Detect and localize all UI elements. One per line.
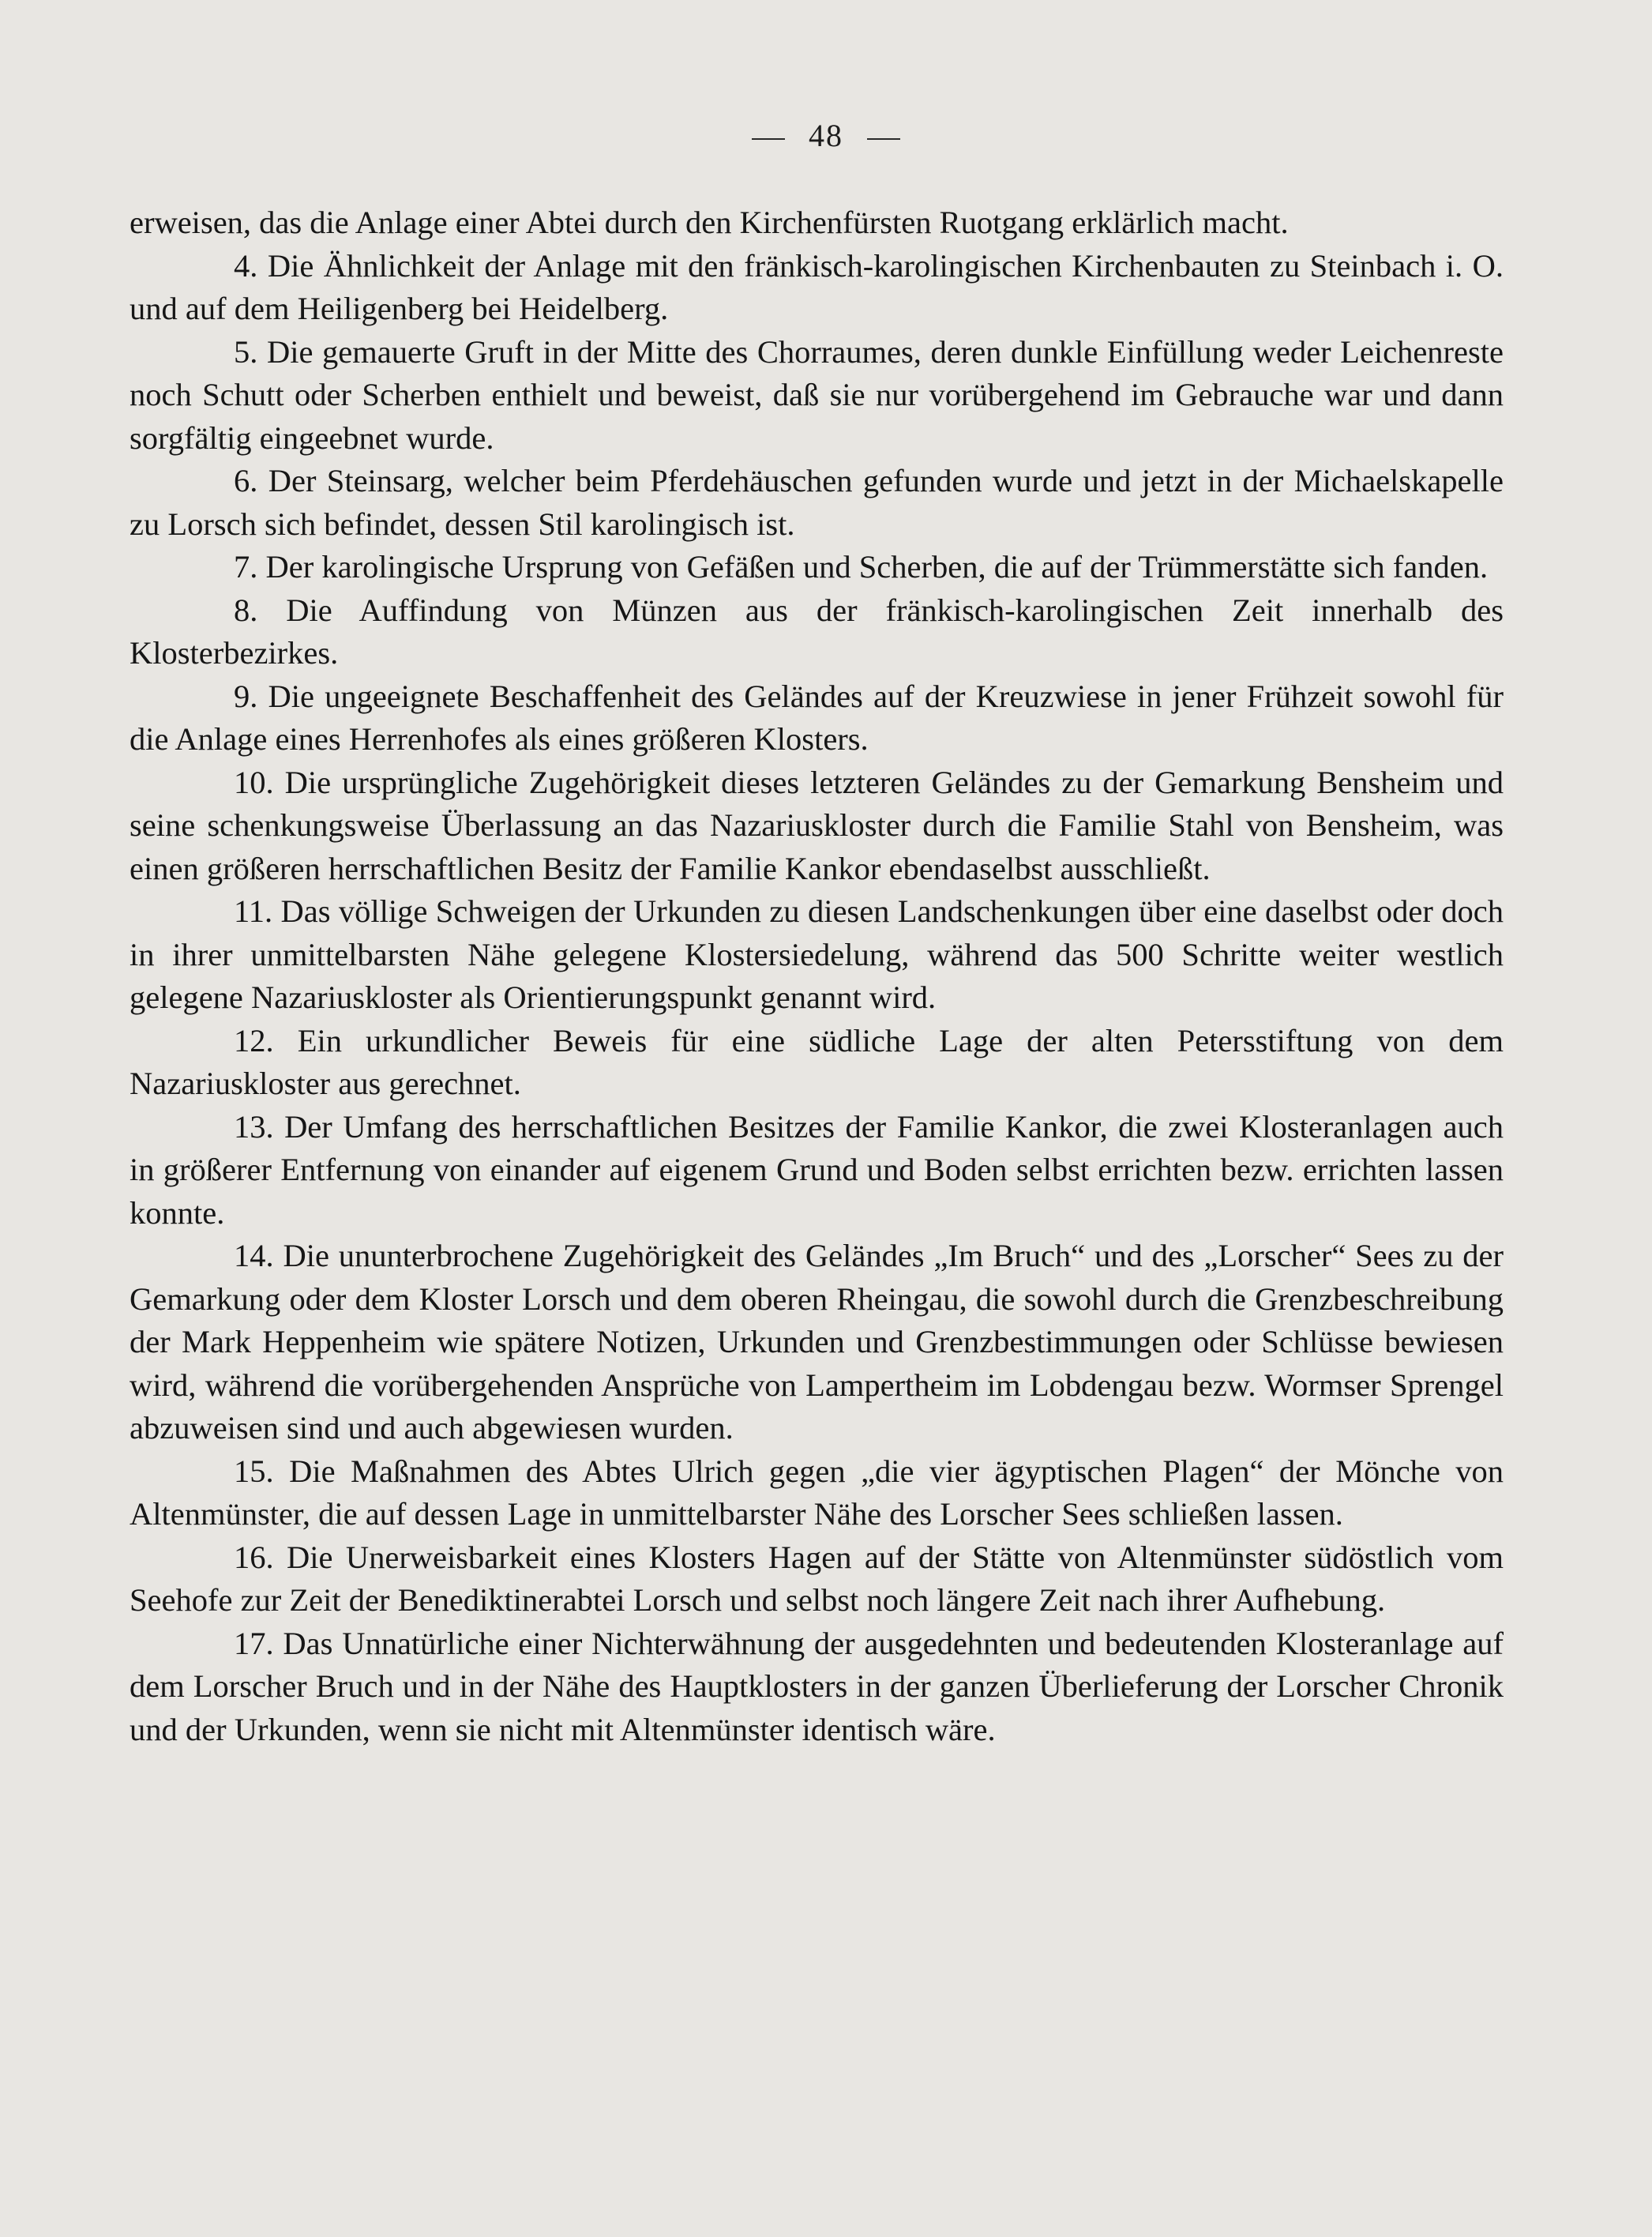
item-number: 9. bbox=[234, 678, 258, 714]
item-text: Die ungeeignete Beschaffenheit des Geländes auf der Kreuzwiese in jener Frühzeit sowohl für die Anlage eines Herrenhofes als eines größeren Klosters. bbox=[130, 678, 1504, 757]
list-item-8 bbox=[130, 589, 1504, 675]
item-text: Das Unnatürliche einer Nichterwähnung der ausgedehnten und bedeutenden Klosteranlage auf dem Lorscher Bruch und in der Nähe des Hauptklosters in der ganzen Überlieferung der Lorscher Chronik und der Urkunden, wenn sie nicht mit Altenmünster identisch wäre. bbox=[130, 1625, 1504, 1747]
list-item-13 bbox=[130, 1106, 1504, 1235]
right-dash bbox=[867, 138, 900, 140]
item-text: Die Maßnahmen des Abtes Ulrich gegen „die vier ägyptischen Plagen“ der Mönche von Altenmünster, die auf dessen Lage in unmittelbarster Nähe des Lorscher Sees schließen lassen. bbox=[130, 1453, 1504, 1532]
item-number: 17. bbox=[234, 1625, 274, 1661]
item-number: 6. bbox=[234, 463, 258, 498]
paragraph-text: erweisen, das die Anlage einer Abtei durch den Kirchenfürsten Ruotgang erklärlich macht. bbox=[130, 205, 1289, 240]
left-dash bbox=[752, 138, 785, 140]
list-item-12 bbox=[130, 1020, 1504, 1106]
list-item-14 bbox=[130, 1235, 1504, 1450]
list-item-7 bbox=[130, 546, 1504, 589]
item-number: 16. bbox=[234, 1539, 274, 1575]
item-text: Der karolingische Ursprung von Gefäßen und Scherben, die auf der Trümmerstätte sich fanden. bbox=[265, 549, 1489, 585]
list-item-16 bbox=[130, 1536, 1504, 1622]
item-text: Die ununterbrochene Zugehörigkeit des Geländes „Im Bruch“ und des „Lorscher“ Sees zu der Gemarkung oder dem Kloster Lorsch und dem oberen Rheingau, die sowohl durch die Grenzbeschreibung der Mark Heppenheim wie spätere Notizen, Urkunden und Grenzbestimmungen oder Schlüsse bewiesen wird, während die vorübergehenden Ansprüche von Lampertheim im Lobdengau bezw. Wormser Sprengel abzuweisen sind und auch abgewiesen wurden. bbox=[130, 1238, 1504, 1446]
item-number: 5. bbox=[234, 333, 258, 370]
list-item-6 bbox=[130, 460, 1504, 546]
item-number: 13. bbox=[234, 1108, 274, 1145]
item-text: Ein urkundlicher Beweis für eine südliche Lage der alten Petersstiftung von dem Nazariuskloster aus gerechnet. bbox=[130, 1022, 1504, 1101]
list-item-4 bbox=[130, 245, 1504, 331]
page-number-header bbox=[0, 117, 1652, 154]
item-text: Die ursprüngliche Zugehörigkeit dieses letzteren Geländes zu der Gemarkung Bensheim und seine schenkungsweise Überlassung an das Nazariuskloster durch die Familie Stahl von Bensheim, was einen größeren herrschaftlichen Besitz der Familie Kankor ebendaselbst ausschließt. bbox=[130, 764, 1504, 886]
item-text: Die Auffindung von Münzen aus der fränkisch-karolingischen Zeit innerhalb des Klosterbezirkes. bbox=[130, 592, 1504, 671]
item-number: 4. bbox=[234, 247, 258, 284]
list-item-11 bbox=[130, 890, 1504, 1020]
item-number: 8. bbox=[234, 592, 258, 628]
body-text bbox=[130, 201, 1504, 1751]
item-number: 14. bbox=[234, 1238, 274, 1273]
item-text: Die Ähnlichkeit der Anlage mit den fränkisch-karolingischen Kirchenbauten zu Steinbach i. O. und auf dem Heiligenberg bei Heidelberg. bbox=[130, 247, 1504, 326]
item-text: Das völlige Schweigen der Urkunden zu diesen Landschenkungen über eine daselbst oder doch in ihrer unmittelbarsten Nähe gelegene Klostersiedelung, während das 500 Schritte weiter westlich gelegene Nazariuskloster als Orientierungspunkt genannt wird. bbox=[130, 893, 1504, 1015]
item-number: 11. bbox=[234, 893, 273, 929]
item-text: Der Umfang des herrschaftlichen Besitzes der Familie Kankor, die zwei Klosteranlagen auch in größerer Entfernung von einander auf eigenem Grund und Boden selbst errichten bezw. errichten lassen konnte. bbox=[130, 1108, 1504, 1231]
page-number: 48 bbox=[809, 118, 843, 153]
list-item-10 bbox=[130, 761, 1504, 891]
paragraph-continuation bbox=[130, 201, 1504, 245]
item-number: 7. bbox=[234, 549, 258, 585]
item-number: 10. bbox=[234, 764, 274, 800]
item-text: Der Steinsarg, welcher beim Pferdehäuschen gefunden wurde und jetzt in der Michaelskapelle zu Lorsch sich befindet, dessen Stil karolingisch ist. bbox=[130, 463, 1504, 542]
list-item-17 bbox=[130, 1622, 1504, 1752]
list-item-5 bbox=[130, 331, 1504, 461]
item-text: Die Unerweisbarkeit eines Klosters Hagen auf der Stätte von Altenmünster südöstlich vom Seehofe zur Zeit der Benediktinerabtei Lorsch und selbst noch längere Zeit nach ihrer Aufhebung. bbox=[130, 1539, 1504, 1618]
item-number: 15. bbox=[234, 1453, 274, 1489]
list-item-9 bbox=[130, 675, 1504, 761]
item-text: Die gemauerte Gruft in der Mitte des Chorraumes, deren dunkle Einfüllung weder Leichenreste noch Schutt oder Scherben enthielt und beweist, daß sie nur vorübergehend im Gebrauche war und dann sorgfältig eingeebnet wurde. bbox=[130, 333, 1504, 456]
list-item-15 bbox=[130, 1450, 1504, 1536]
item-number: 12. bbox=[234, 1022, 274, 1058]
